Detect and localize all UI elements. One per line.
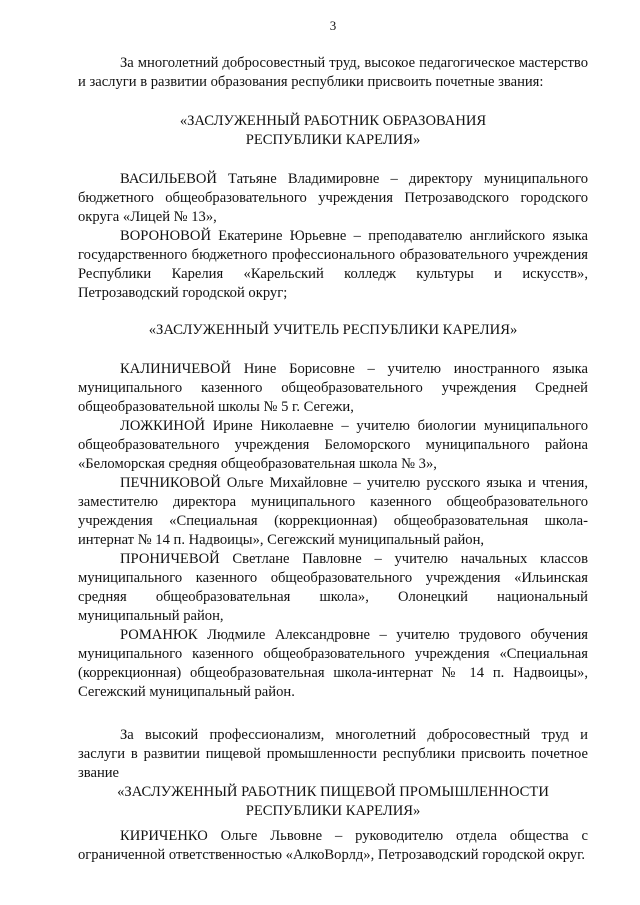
awardee-pronicheva: ПРОНИЧЕВОЙ Светлане Павловне – учителю начальных классов муниципального казенного общеобразовательного учреждения «Ильинская средняя общеобразовательная школа», Олонецкий национальный муниципальный район, <box>78 551 588 624</box>
page-number: 3 <box>329 18 337 33</box>
intro-paragraph-food-industry: За высокий профессионализм, многолетний добросовестный труд и заслуги в развитии пищевой промышленности республики присвоить почетное звание <box>78 727 588 781</box>
title-line: РЕСПУБЛИКИ КАРЕЛИЯ» <box>245 803 421 819</box>
awardee-romanyuk: РОМАНЮК Людмиле Александровне – учителю трудового обучения муниципального казенного общеобразовательного учреждения «Специальная (коррекционная) общеобразовательная школа-интернат № 14 п. Надвоицы», Сегежский муниципальный район. <box>78 627 588 700</box>
title-honored-teacher: «ЗАСЛУЖЕННЫЙ УЧИТЕЛЬ РЕСПУБЛИКИ КАРЕЛИЯ» <box>148 322 518 338</box>
awardee-kalinicheva: КАЛИНИЧЕВОЙ Нине Борисовне – учителю иностранного языка муниципального казенного общеобразовательного учреждения Средней общеобразовательной школы № 5 г. Сегежи, <box>78 361 588 415</box>
awardee-voronova: ВОРОНОВОЙ Екатерине Юрьевне – преподавателю английского языка государственного бюджетного профессионального образовательного учреждения Республики Карелия «Карельский колледж культуры и искусств», Петрозаводский городской округ; <box>78 228 588 301</box>
awardee-pechnikova: ПЕЧНИКОВОЙ Ольге Михайловне – учителю русского языка и чтения, заместителю директора муниципального казенного общеобразовательного учреждения «Специальная (коррекционная) общеобразовательная школа-интернат № 14 п. Надвоицы», Сегежский муниципальный район, <box>78 475 588 548</box>
intro-paragraph-education: За многолетний добросовестный труд, высокое педагогическое мастерство и заслуги в развитии образования республики присвоить почетные звания: <box>78 55 588 90</box>
title-line: «ЗАСЛУЖЕННЫЙ РАБОТНИК ОБРАЗОВАНИЯ <box>179 113 487 129</box>
awardee-vasilieva: ВАСИЛЬЕВОЙ Татьяне Владимировне – директору муниципального бюджетного общеобразовательного учреждения Петрозаводского городского округа «Лицей № 13», <box>78 171 588 225</box>
awardee-kirichenko: КИРИЧЕНКО Ольге Львовне – руководителю отдела общества с ограниченной ответственностью «АлкоВорлд», Петрозаводский городской округ. <box>78 828 588 863</box>
title-honored-food-industry-worker <box>78 783 588 821</box>
title-honored-education-worker <box>78 112 588 150</box>
title-line: «ЗАСЛУЖЕННЫЙ РАБОТНИК ПИЩЕВОЙ ПРОМЫШЛЕННОСТИ <box>117 784 549 800</box>
awardee-lozhkina: ЛОЖКИНОЙ Ирине Николаевне – учителю биологии муниципального общеобразовательного учреждения Беломорского муниципального района «Беломорская средняя общеобразовательная школа № 3», <box>78 418 588 472</box>
title-line: РЕСПУБЛИКИ КАРЕЛИЯ» <box>245 132 421 148</box>
